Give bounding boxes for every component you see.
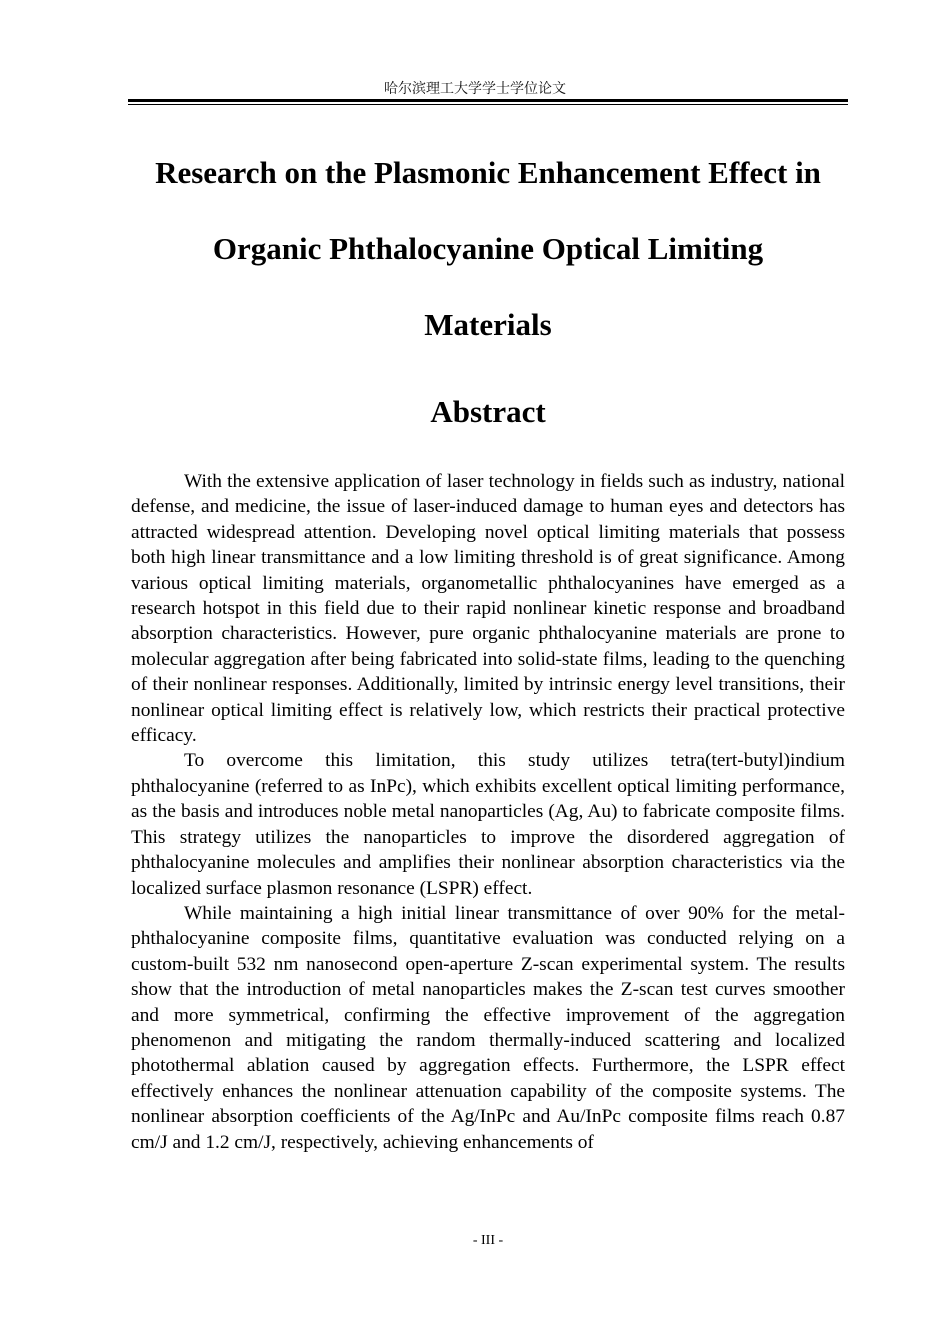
running-header: 哈尔滨理工大学学士学位论文 [384,81,566,97]
header-rule-thick [128,99,848,102]
header-rule-thin [128,104,848,105]
abstract-paragraph-1: With the extensive application of laser technology in fields such as industry, national defense, and medicine, the issue of laser-induced damage to human eyes and detectors has attracted widespread attention. Developing novel optical limiting materials that possess both high linear transmittance and a low limiting threshold is of great significance. Among various optical limiting materials, organometallic phthalocyanines have emerged as a research hotspot in this field due to their rapid nonlinear kinetic response and broadband absorption characteristics. However, pure organic phthalocyanine materials are prone to molecular aggregation after being fabricated into solid-state films, leading to the quenching of their nonlinear responses. Additionally, limited by intrinsic energy level transitions, their nonlinear optical limiting effect is relatively low, which restricts their practical protective efficacy. [131,471,845,747]
thesis-title-line-1: Research on the Plasmonic Enhancement Effect in [155,155,821,190]
thesis-title-line-3: Materials [424,307,552,342]
abstract-paragraph-2: To overcome this limitation, this study utilizes tetra(tert-butyl)indium phthalocyanine (referred to as InPc), which exhibits excellent optical limiting performance, as the basis and introduces noble metal nanoparticles (Ag, Au) to fabricate composite films. This strategy utilizes the nanoparticles to improve the disordered aggregation of phthalocyanine molecules and amplifies their nonlinear absorption characteristics via the localized surface plasmon resonance (LSPR) effect. [131,750,845,899]
abstract-body [131,469,845,1155]
thesis-title-line-2: Organic Phthalocyanine Optical Limiting [212,231,764,266]
abstract-heading: Abstract [430,394,546,429]
page-number: - III - [472,1233,504,1248]
abstract-paragraph-3: While maintaining a high initial linear transmittance of over 90% for the metal-phthalocyanine composite films, quantitative evaluation was conducted relying on a custom-built 532 nm nanosecond open-aperture Z-scan experimental system. The results show that the introduction of metal nanoparticles makes the Z-scan test curves smoother and more symmetrical, confirming the effective improvement of the aggregation phenomenon and mitigating the random thermally-induced scattering and localized photothermal ablation caused by aggregation effects. Furthermore, the LSPR effect effectively enhances the nonlinear attenuation capability of the composite systems. The nonlinear absorption coefficients of the Ag/InPc and Au/InPc composite films reach 0.87 cm/J and 1.2 cm/J, respectively, achieving enhancements of [131,902,845,1153]
